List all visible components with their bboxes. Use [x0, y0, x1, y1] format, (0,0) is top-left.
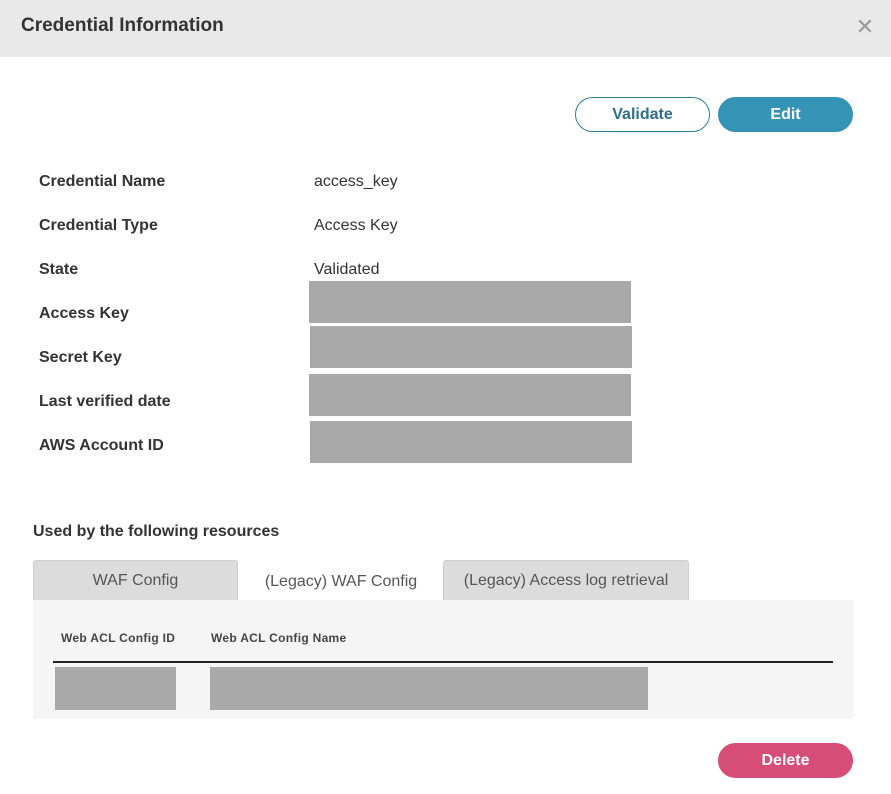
validate-button[interactable]: Validate [575, 97, 710, 132]
delete-button[interactable]: Delete [718, 743, 853, 778]
dialog-title: Credential Information [21, 15, 224, 36]
access-key-label: Access Key [39, 305, 129, 322]
secret-key-label: Secret Key [39, 349, 122, 366]
last-verified-date-label: Last verified date [39, 393, 171, 410]
aws-account-id-label: AWS Account ID [39, 437, 164, 454]
aws-account-id-redaction [310, 421, 632, 463]
credential-type-label: Credential Type [39, 217, 158, 234]
table-header-divider [53, 661, 833, 663]
tab-waf-config[interactable]: WAF Config [33, 560, 238, 600]
last-verified-date-redaction [309, 374, 631, 416]
column-header-web-acl-config-name[interactable]: Web ACL Config Name [211, 631, 347, 645]
table-row-id-redaction [55, 667, 176, 710]
tab-legacy-access-log-retrieval[interactable]: (Legacy) Access log retrieval [443, 560, 689, 600]
dialog-header [0, 0, 891, 57]
resources-section-title: Used by the following resources [33, 523, 280, 540]
credential-name-value: access_key [314, 173, 398, 190]
access-key-redaction [309, 281, 631, 323]
state-label: State [39, 261, 79, 278]
credential-type-value: Access Key [314, 217, 398, 234]
credential-name-label: Credential Name [39, 173, 166, 190]
secret-key-redaction [310, 326, 632, 368]
column-header-web-acl-config-id[interactable]: Web ACL Config ID [61, 631, 176, 645]
edit-button[interactable]: Edit [718, 97, 853, 132]
table-row-name-redaction [210, 667, 648, 710]
state-value: Validated [314, 261, 380, 278]
tab-legacy-waf-config[interactable]: (Legacy) WAF Config [239, 562, 443, 600]
close-icon[interactable]: ✕ [855, 14, 875, 39]
